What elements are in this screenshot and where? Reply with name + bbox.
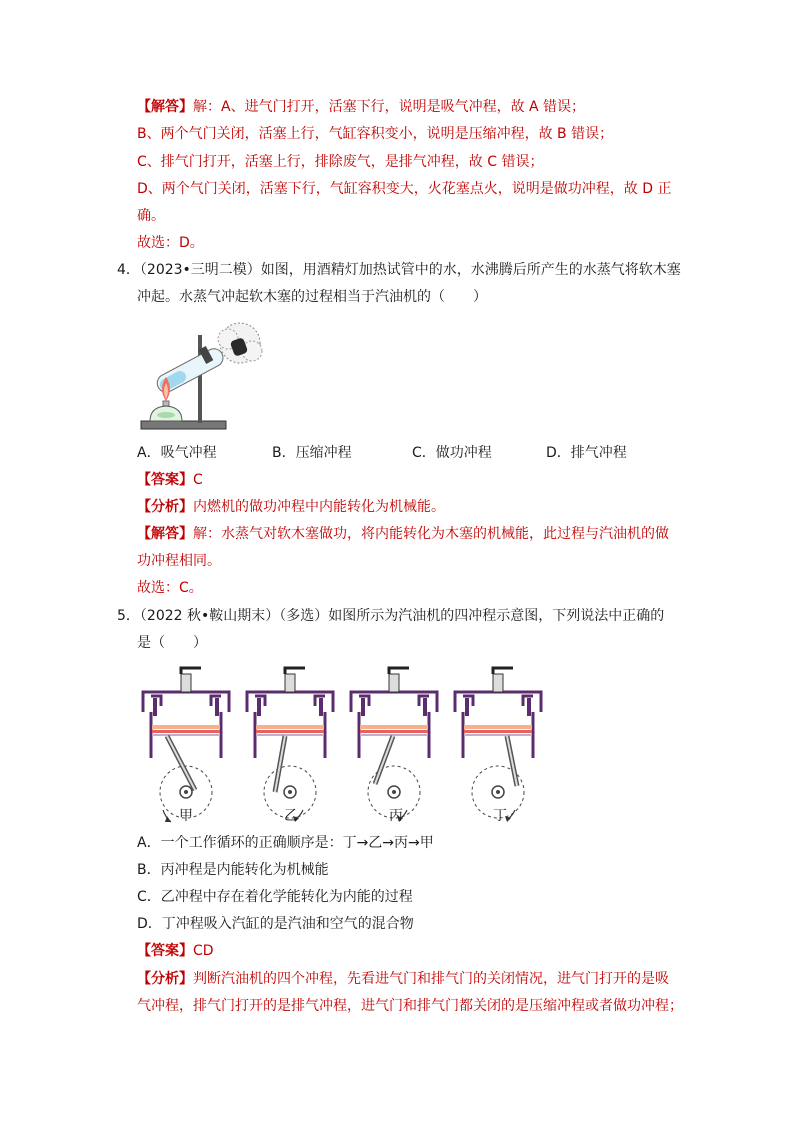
figure-label-ding: 丁: [493, 808, 507, 824]
engine-stroke-ding: [455, 668, 541, 822]
q3-solution-line-1: [137, 97, 585, 117]
q4-choice: 故选：C。: [137, 580, 203, 596]
q4-option-d[interactable]: D．排气冲程: [546, 445, 627, 461]
engine-stroke-bing: [351, 668, 437, 822]
q5-analysis-line-2: 气冲程，排气门打开的是排气冲程，进气门和排气门都关闭的是压缩冲程或者做功冲程；: [137, 998, 683, 1014]
q4-solution-tag: 【解答】: [137, 526, 193, 542]
q3-choice: 故选：D。: [137, 235, 204, 251]
q3-solution-line-2: B、两个气门关闭，活塞上行，气缸容积变小，说明是压缩冲程，故 B 错误；: [137, 126, 614, 142]
q5-answer-line: [137, 941, 214, 961]
figure-label-bing: 丙: [389, 808, 403, 824]
q3-solution-text-1: 解：A、进气门打开，活塞下行，说明是吸气冲程，故 A 错误；: [193, 99, 586, 115]
q5-answer-tag: 【答案】: [137, 943, 193, 959]
q4-stem-line-1: 4．（2023•三明二模）如图，用酒精灯加热试管中的水，水沸腾后所产生的水蒸气将软木塞: [117, 262, 681, 278]
q5-stem-line-1: 5．（2022 秋•鞍山期末）（多选）如图所示为汽油机的四冲程示意图，下列说法中正确的: [117, 608, 665, 624]
q4-analysis-line: [137, 497, 445, 517]
engine-stroke-jia: [143, 668, 229, 822]
q3-solution-tag: 【解答】: [137, 99, 193, 115]
q4-stem-line-2: 冲起。水蒸气冲起软木塞的过程相当于汽油机的（ ）: [137, 289, 487, 305]
figure-label-yi: 乙: [284, 808, 298, 824]
q4-solution-text-1: 解：水蒸气对软木塞做功，将内能转化为木塞的机械能，此过程与汽油机的做: [193, 526, 669, 542]
q4-answer-tag: 【答案】: [137, 472, 193, 488]
q3-solution-line-4: D、两个气门关闭，活塞下行，气缸容积变大，火花塞点火，说明是做功冲程，故 D 正: [137, 181, 672, 197]
q4-answer-line: [137, 470, 203, 490]
q3-solution-line-3: C、排气门打开，活塞上行，排除废气，是排气冲程，故 C 错误；: [137, 154, 544, 170]
figure-label-jia: 甲: [179, 808, 193, 824]
q4-figure-test-tube-apparatus: [136, 315, 266, 435]
q4-option-c[interactable]: C．做功冲程: [412, 445, 492, 461]
q4-solution-line-2: 功冲程相同。: [137, 553, 221, 569]
q5-analysis-line-1: [137, 969, 669, 989]
q4-analysis-text: 内燃机的做功冲程中内能转化为机械能。: [193, 499, 445, 515]
q5-figure-four-stroke-engine: [137, 658, 557, 828]
q5-option-b[interactable]: B．丙冲程是内能转化为机械能: [137, 862, 329, 878]
q4-solution-line-1: [137, 524, 669, 544]
q5-analysis-text-1: 判断汽油机的四个冲程，先看进气门和排气门的关闭情况，进气门打开的是吸: [193, 971, 669, 987]
q5-option-d[interactable]: D．丁冲程吸入汽缸的是汽油和空气的混合物: [137, 916, 414, 932]
q4-analysis-tag: 【分析】: [137, 499, 193, 515]
q3-solution-line-5: 确。: [137, 208, 165, 224]
engine-stroke-yi: [247, 668, 333, 822]
q5-stem-line-2: 是（ ）: [137, 635, 207, 651]
q5-answer-value: CD: [193, 943, 214, 959]
q4-answer-value: C: [193, 472, 203, 488]
q4-option-b[interactable]: B．压缩冲程: [272, 445, 352, 461]
q5-option-c[interactable]: C．乙冲程中存在着化学能转化为内能的过程: [137, 889, 413, 905]
q5-analysis-tag: 【分析】: [137, 971, 193, 987]
q4-option-a[interactable]: A．吸气冲程: [137, 445, 217, 461]
alcohol-lamp-icon: [150, 401, 182, 421]
q5-option-a[interactable]: A．一个工作循环的正确顺序是：丁→乙→丙→甲: [137, 835, 434, 851]
